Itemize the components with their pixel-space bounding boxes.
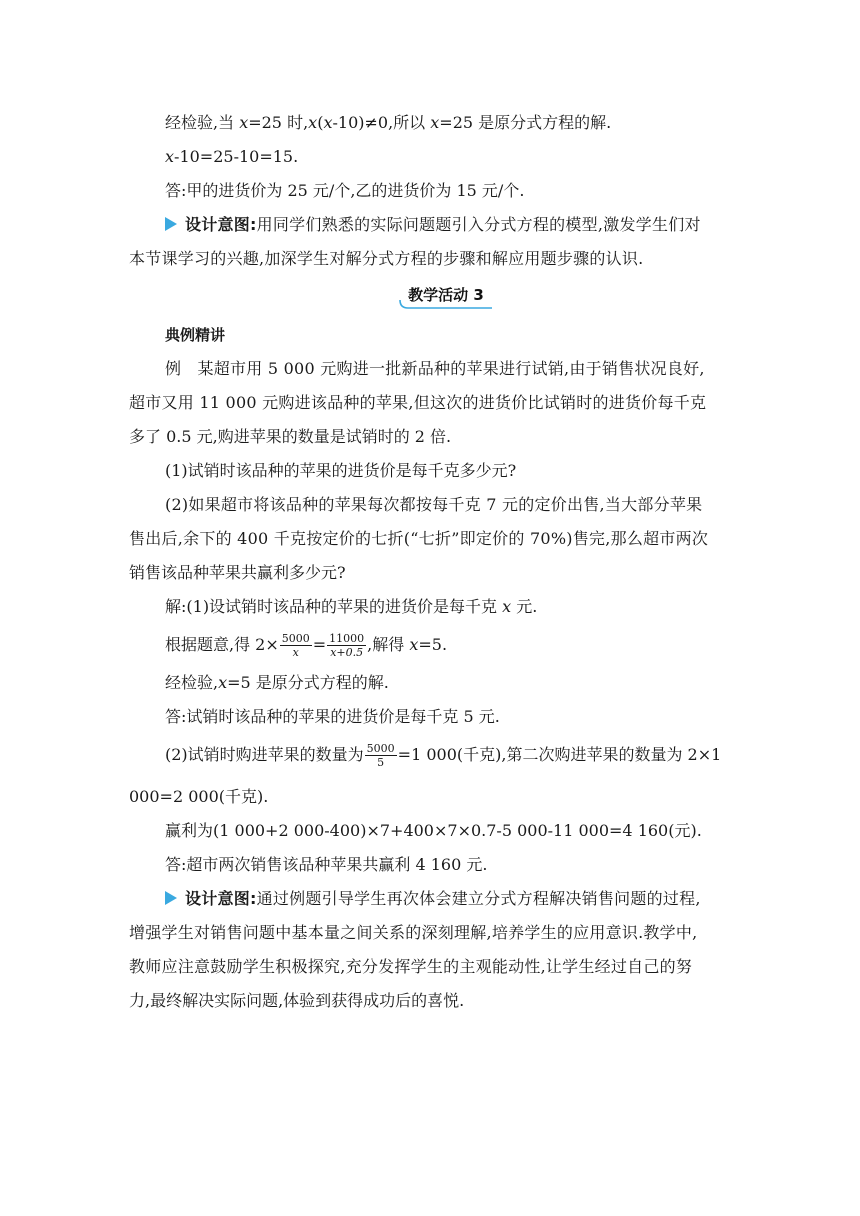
solution-step-2 [165,742,721,769]
question-2-line-2: 售出后,余下的 400 千克按定价的七折(“七折”即定价的 70%)售完,那么超市两次 [129,529,709,548]
solution-step-2-line2: 000=2 000(千克). [129,787,269,806]
text: ( [317,113,324,132]
variable: x [323,113,333,132]
variable: x [430,113,440,132]
variable: x [239,113,249,132]
verification-paragraph [165,112,611,134]
design-intent-2-line4: 力,最终解决实际问题,体验到获得成功后的喜悦. [129,991,465,1010]
question-2-line-3: 销售该品种苹果共赢利多少元? [129,563,346,582]
text: =25 是原分式方程的解. [439,113,612,132]
text: ,解得 [367,635,410,654]
fraction-denominator: x [292,646,299,659]
section-heading [400,284,492,310]
fraction [327,632,366,659]
variable: x [409,635,419,654]
play-triangle-icon [165,891,177,905]
answer-line: 答:甲的进货价为 25 元/个,乙的进货价为 15 元/个. [165,181,525,200]
fraction-numerator: 5000 [366,742,395,755]
design-intent-label: 设计意图: [185,889,257,908]
heading-underline-decoration [398,298,494,312]
example-line-1: 例 某超市用 5 000 元购进一批新品种的苹果进行试销,由于销售状况良好, [165,359,705,378]
text: 元. [511,597,538,616]
variable: x [165,147,175,166]
fraction [365,742,397,769]
text: (2)试销时购进苹果的数量为 [165,745,364,764]
text: =25 时, [248,113,309,132]
design-intent-2 [165,888,701,910]
text: 经检验,当 [165,113,240,132]
text: -10)≠0,所以 [332,113,431,132]
fraction-denominator: x+0.5 [330,646,364,659]
text: 用同学们熟悉的实际问题题引入分式方程的模型,激发学生们对 [256,215,701,234]
subheading: 典例精讲 [165,326,226,344]
variable: x [308,113,318,132]
section-heading-text: 教学活动 3 [408,286,484,304]
equals-sign: = [312,635,327,654]
fraction [280,632,312,659]
text: 通过例题引导学生再次体会建立分式方程解决销售问题的过程, [256,889,701,908]
text: 根据题意,得 2× [165,635,279,654]
question-1: (1)试销时该品种的苹果的进货价是每千克多少元? [165,461,517,480]
variable: x [218,673,228,692]
text: 经检验, [165,673,219,692]
fraction-numerator: 11000 [329,632,365,645]
profit-calculation: 赢利为(1 000+2 000-400)×7+400×7×0.7-5 000-11 000=4 160(元). [165,821,702,840]
fraction-denominator: 5 [377,756,385,769]
solution-answer-1: 答:试销时该品种的苹果的进货价是每千克 5 元. [165,707,500,726]
design-intent-1-line2: 本节课学习的兴趣,加深学生对解分式方程的步骤和解应用题步骤的认识. [129,249,644,268]
calculation-line [165,146,298,168]
design-intent-1 [165,214,701,236]
design-intent-2-line3: 教师应注意鼓励学生积极探究,充分发挥学生的主观能动性,让学生经过自己的努 [129,957,693,976]
example-line-3: 多了 0.5 元,购进苹果的数量是试销时的 2 倍. [129,427,452,446]
equation-line [165,632,447,659]
design-intent-2-line2: 增强学生对销售问题中基本量之间关系的深刻理解,培养学生的应用意识.教学中, [129,923,698,942]
design-intent-label: 设计意图: [185,215,257,234]
text: =5. [418,635,448,654]
fraction-numerator: 5000 [281,632,310,645]
solution-check [165,672,389,694]
text: =1 000(千克),第二次购进苹果的数量为 2×1 [397,745,722,764]
variable: x [502,597,512,616]
solution-step-1 [165,596,537,618]
question-2-line-1: (2)如果超市将该品种的苹果每次都按每千克 7 元的定价出售,当大部分苹果 [165,495,703,514]
text: 解:(1)设试销时该品种的苹果的进货价是每千克 [165,597,503,616]
example-line-2: 超市又用 11 000 元购进该品种的苹果,但这次的进货价比试销时的进货价每千克 [129,393,707,412]
text: -10=25-10=15. [174,147,299,166]
solution-answer-2: 答:超市两次销售该品种苹果共赢利 4 160 元. [165,855,488,874]
text: =5 是原分式方程的解. [227,673,389,692]
play-triangle-icon [165,217,177,231]
